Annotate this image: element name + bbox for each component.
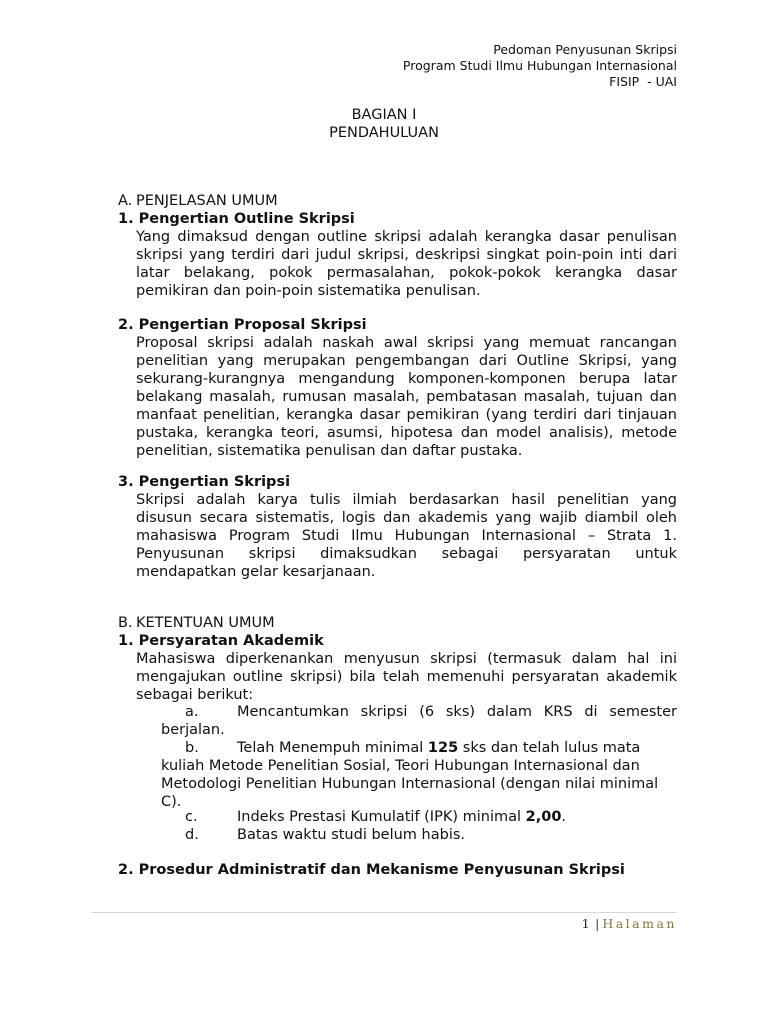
requirement-item-d xyxy=(161,826,677,844)
item-c-text-post: . xyxy=(561,809,567,825)
skripsi-paragraph: Skripsi adalah karya tulis ilmiah berdasarkan hasil penelitian yang disusun secara sistematis, logis dan akademis yang wajib diambil oleh mahasiswa Program Studi Ilmu Hubungan Internasional – Strata 1. Penyusunan skripsi dimaksudkan sebagai persyaratan untuk mendapatkan gelar kesarjanaan. xyxy=(136,492,677,580)
item-b-text-post: sks dan telah lulus mata kuliah Metode Penelitian Sosial, Teori Hubungan Internasional dan Metodologi Penelitian Hubungan Internasional (dengan nilai minimal C). xyxy=(161,740,659,810)
item-b-text-pre: Telah Menempuh minimal xyxy=(237,740,428,756)
item-d-text: Batas waktu studi belum habis. xyxy=(237,827,466,843)
outline-paragraph: Yang dimaksud dengan outline skripsi adalah kerangka dasar penulisan skripsi yang terdiri dari judul skripsi, deskripsi singkat poin-poin inti dari latar belakang, pokok permasalahan, pokok-pokok kerangka dasar pemikiran dan poin-poin sistematika penulisan. xyxy=(136,229,677,299)
proposal-heading: 2. Pengertian Proposal Skripsi xyxy=(118,317,367,333)
item-c-ipk-value: 2,00 xyxy=(525,809,562,825)
item-d-label: d. xyxy=(185,827,199,843)
item-c-label: c. xyxy=(185,809,198,825)
header-line-2: Program Studi Ilmu Hubungan Internasional xyxy=(402,58,677,73)
item-c-text-pre: Indeks Prestasi Kumulatif (IPK) minimal xyxy=(237,809,526,825)
chapter-number: BAGIAN I xyxy=(351,107,417,123)
persyaratan-heading: 1. Persyaratan Akademik xyxy=(118,633,324,649)
prosedur-heading: 2. Prosedur Administratif dan Mekanisme Penyusunan Skripsi xyxy=(118,862,625,878)
running-header xyxy=(403,42,677,90)
section-a-title: PENJELASAN UMUM xyxy=(136,193,278,209)
section-a-heading xyxy=(118,192,278,210)
item-a-label: a. xyxy=(185,704,199,720)
header-line-3: FISIP - UAI xyxy=(609,74,677,89)
skripsi-heading: 3. Pengertian Skripsi xyxy=(118,474,291,490)
footer-separator: | xyxy=(595,916,600,931)
item-a-text: Mencantumkan skripsi (6 sks) dalam KRS di semester berjalan. xyxy=(161,704,677,738)
section-b-letter: B. xyxy=(118,615,133,631)
proposal-paragraph: Proposal skripsi adalah naskah awal skripsi yang memuat rancangan penelitian yang merupakan pengembangan dari Outline Skripsi, yang sekurang-kurangnya mengandung komponen-komponen berupa latar belakang masalah, rumusan masalah, pembatasan masalah, tujuan dan manfaat penelitian, kerangka dasar pemikiran (yang terdiri dari tinjauan pustaka, kerangka teori, asumsi, hipotesa dan model analisis), metode penelitian, sistematika penulisan dan daftar pustaka. xyxy=(136,335,677,459)
chapter-title xyxy=(0,106,768,142)
section-b-heading xyxy=(118,614,275,632)
page-footer xyxy=(582,916,677,931)
requirement-item-c xyxy=(161,808,677,826)
section-a-letter: A. xyxy=(118,193,133,209)
outline-heading: 1. Pengertian Outline Skripsi xyxy=(118,211,355,227)
chapter-name: PENDAHULUAN xyxy=(329,125,439,141)
requirement-item-a xyxy=(161,703,677,739)
footer-divider xyxy=(91,912,677,913)
item-b-sks-value: 125 xyxy=(427,740,459,756)
requirement-item-b xyxy=(161,739,677,811)
page-number: 1 xyxy=(581,916,593,931)
item-b-label: b. xyxy=(185,740,199,756)
footer-label: Halaman xyxy=(602,916,677,931)
header-line-1: Pedoman Penyusunan Skripsi xyxy=(493,42,677,57)
section-b-title: KETENTUAN UMUM xyxy=(136,615,275,631)
persyaratan-paragraph: Mahasiswa diperkenankan menyusun skripsi (termasuk dalam hal ini mengajukan outline skripsi) bila telah memenuhi persyaratan akademik sebagai berikut: xyxy=(136,651,677,703)
